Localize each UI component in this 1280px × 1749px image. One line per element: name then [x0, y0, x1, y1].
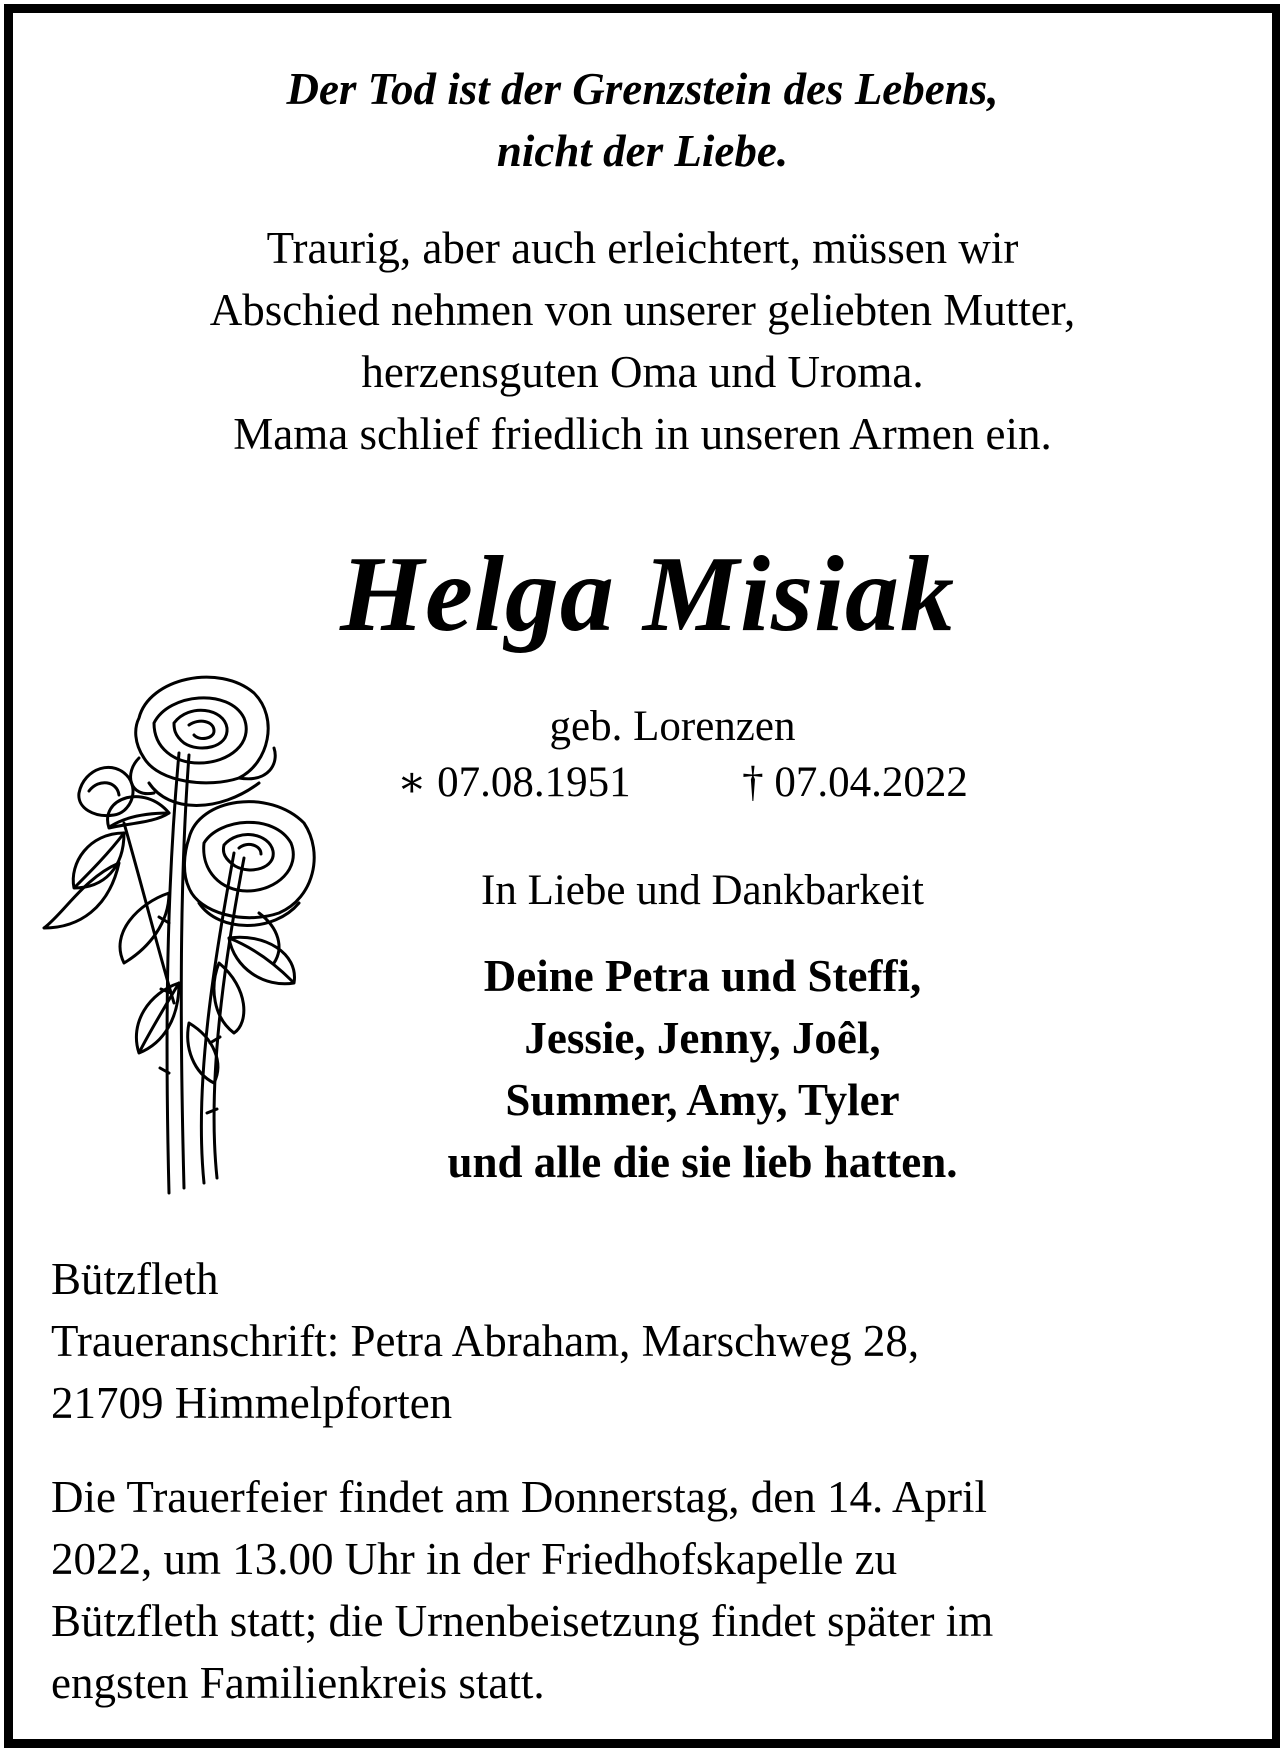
mourners-line-3: Summer, Amy, Tyler: [505, 1075, 900, 1125]
motto-line-1: Der Tod ist der Grenzstein des Lebens,: [286, 64, 999, 114]
mourners-line-1: Deine Petra und Steffi,: [483, 951, 922, 1001]
ceremony-line-3: Bützfleth statt; die Urnenbeisetzung findet später im: [51, 1596, 994, 1646]
ceremony-line-2: 2022, um 13.00 Uhr in der Friedhofskapelle zu: [51, 1534, 898, 1584]
life-dates: [93, 755, 1272, 811]
birth-name: geb. Lorenzen: [549, 703, 796, 750]
death-date: 07.04.2022: [774, 759, 968, 806]
mourners-heading: In Liebe und Dankbarkeit: [481, 867, 924, 914]
intro-line-1: Traurig, aber auch erleichtert, müssen wir: [266, 223, 1019, 273]
intro-line-3: herzensguten Oma und Uroma.: [361, 347, 924, 397]
place-name: Bützfleth: [51, 1254, 219, 1304]
ceremony-line-1: Die Trauerfeier findet am Donnerstag, den 14. April: [51, 1472, 988, 1522]
intro-line-4: Mama schlief friedlich in unseren Armen ein.: [233, 409, 1052, 459]
birth-symbol: ∗: [397, 759, 427, 806]
ceremony-line-4: engsten Familienkreis statt.: [51, 1658, 545, 1708]
mourners-line-2: Jessie, Jenny, Joêl,: [524, 1013, 881, 1063]
motto-line-2: nicht der Liebe.: [496, 126, 789, 176]
mourners-line-4: und alle die sie lieb hatten.: [447, 1137, 958, 1187]
address-line-2: 21709 Himmelpforten: [51, 1378, 453, 1428]
obituary-notice: [4, 4, 1280, 1748]
birth-date: 07.08.1951: [437, 759, 631, 806]
deceased-name: Helga Misiak: [339, 535, 956, 654]
death-symbol: †: [742, 759, 764, 806]
address-line-1: Traueranschrift: Petra Abraham, Marschweg 28,: [51, 1316, 920, 1366]
intro-line-2: Abschied nehmen von unserer geliebten Mutter,: [209, 285, 1076, 335]
